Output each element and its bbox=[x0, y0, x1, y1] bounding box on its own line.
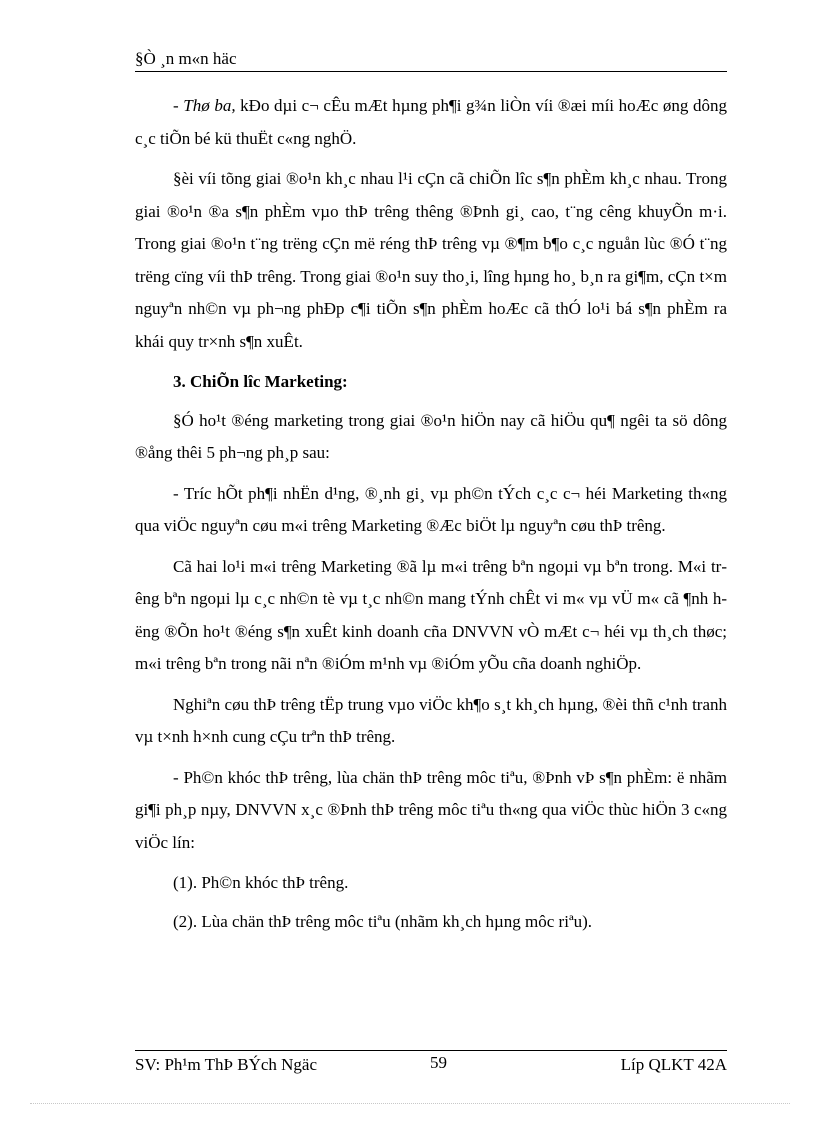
footer-class: Líp QLKT 42A bbox=[620, 1055, 727, 1074]
paragraph-1 bbox=[135, 90, 727, 155]
paragraph-1-text: kÐo dµi c¬ cÊu mÆt hµng ph¶i g¾n liÒn víi ®æi míi hoÆc øng dông c¸c tiÕn bé kü thuËt c«ng nghÖ. bbox=[135, 96, 727, 148]
page-header bbox=[135, 48, 727, 70]
footer-author: SV: Ph¹m ThÞ BÝch Ngäc bbox=[135, 1055, 318, 1074]
paragraph-2: §èi víi tõng giai ®o¹n kh¸c nhau l¹i cÇn cã chiÕn lîc s¶n phÈm kh¸c nhau. Trong giai ®o¹n ®a s¶n phÈm vµo thÞ trêng thêng ®Þnh gi¸ cao, t¨ng cêng khuyÕn m·i. Trong giai ®o¹n t¨ng trëng cÇn më réng thÞ trêng vµ ®¶m b¶o c¸c nguån lùc ®Ó t¨ng trëng cïng víi thÞ trêng. Trong giai ®o¹n suy tho¸i, lîng hµng ho¸ b¸n ra gi¶m, cÇn t×m nguyªn nh©n vµ ph¬ng phÐp c¶i tiÕn s¶n phÈm hoÆc cã thÓ lo¹i bá s¶n phÈm ra khái quy tr×nh s¶n xuÊt. bbox=[135, 169, 727, 351]
page-number: 59 bbox=[430, 1053, 447, 1072]
page-footer bbox=[135, 1053, 727, 1077]
list-item-2: (2). Lùa chän thÞ trêng môc tiªu (nhãm kh¸ch hµng môc riªu). bbox=[173, 911, 593, 931]
paragraph-7: - Ph©n khóc thÞ trêng, lùa chän thÞ trêng môc tiªu, ®Þnh vÞ s¶n phÈm: ë nhãm gi¶i ph¸p nµy, DNVVN x¸c ®Þnh thÞ trêng môc tiªu th«ng qua viÖc thùc hiÖn 3 c«ng viÖc lín: bbox=[135, 767, 727, 852]
header-title: §Ò ¸n m«n häc bbox=[135, 49, 237, 68]
list-item-1: (1). Ph©n khóc thÞ trêng. bbox=[173, 873, 349, 892]
paragraph-1-lead: - Thø ba, bbox=[173, 96, 236, 115]
header-divider bbox=[135, 71, 727, 72]
page-bottom-border bbox=[30, 1103, 790, 1104]
paragraph-6: Nghiªn cøu thÞ trêng tËp trung vµo viÖc kh¶o s¸t kh¸ch hµng, ®èi thñ c¹nh tranh vµ t×nh h×nh cung cÇu trªn thÞ trêng. bbox=[135, 694, 727, 746]
body-text bbox=[135, 90, 727, 944]
paragraph-4: - Tríc hÕt ph¶i nhËn d¹ng, ®¸nh gi¸ vµ ph©n tÝch c¸c c¬ héi Marketing th«ng qua viÖc nguyªn cøu m«i trêng Marketing ®Æc biÖt lµ nguyªn cøu thÞ trêng. bbox=[135, 483, 727, 535]
section-heading: 3. ChiÕn lîc Marketing: bbox=[173, 372, 348, 391]
paragraph-3: §Ó ho¹t ®éng marketing trong giai ®o¹n hiÖn nay cã hiÖu qu¶ ngêi ta sö dông ®ång thêi 5 ph¬ng ph¸p sau: bbox=[135, 410, 727, 462]
paragraph-5: Cã hai lo¹i m«i trêng Marketing ®ã lµ m«i trêng bªn ngoµi vµ bªn trong. M«i trêng bªn ngoµi lµ c¸c nh©n tè vµ t¸c nh©n mang tÝnh chÊt vi m« vµ vÜ m« cã ¶nh hëng ®Õn ho¹t ®éng s¶n xuÊt kinh doanh cña DNVVN vÒ mÆt c¬ héi vµ th¸ch thøc; m«i trêng bªn trong nãi nªn ®iÓm m¹nh vµ ®iÓm yÕu cña doanh nghiÖp. bbox=[135, 556, 727, 673]
